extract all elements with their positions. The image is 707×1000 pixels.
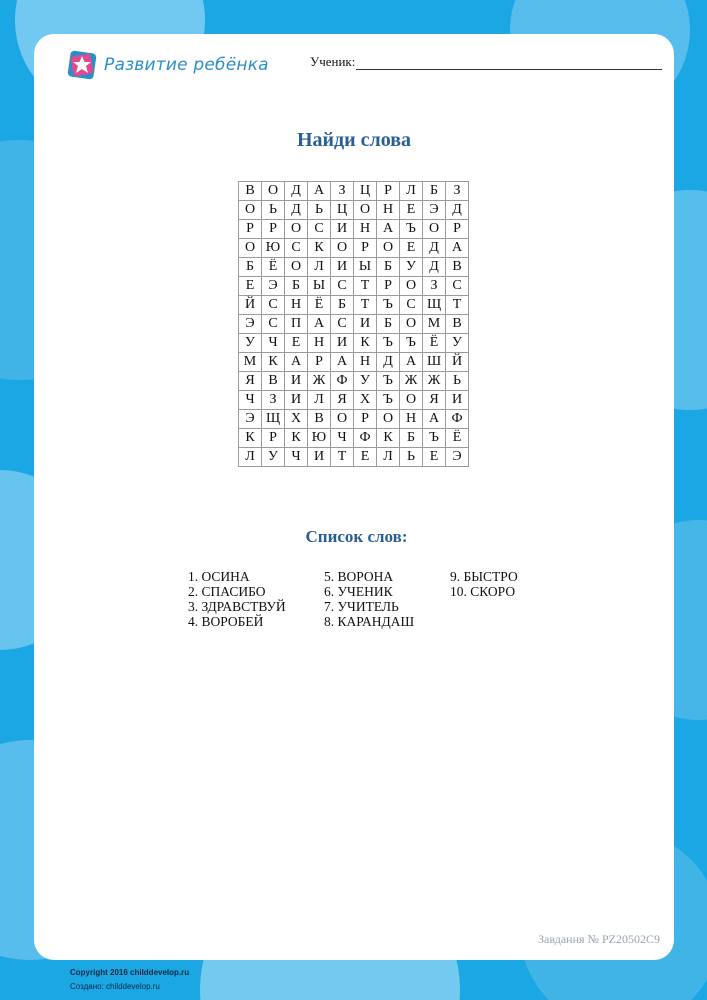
grid-cell[interactable]: О [377,410,400,429]
grid-cell[interactable]: Е [423,448,446,467]
grid-cell[interactable]: А [331,353,354,372]
grid-cell[interactable]: Е [285,334,308,353]
worksheet [34,34,674,960]
grid-cell[interactable]: Р [377,182,400,201]
grid-cell[interactable]: Н [377,201,400,220]
grid-cell[interactable]: Р [377,277,400,296]
grid-cell[interactable]: Ю [308,429,331,448]
grid-cell[interactable]: Т [354,277,377,296]
word-item: 8. КАРАНДАШ [324,614,415,629]
grid-row [239,429,469,448]
grid-cell[interactable]: У [354,372,377,391]
grid-cell[interactable]: Н [308,334,331,353]
grid-cell[interactable]: Ф [354,429,377,448]
grid-cell[interactable]: Ы [354,258,377,277]
grid-cell[interactable]: Ъ [377,372,400,391]
grid-cell[interactable]: У [262,448,285,467]
grid-cell[interactable]: Ж [308,372,331,391]
grid-cell[interactable]: П [285,315,308,334]
grid-cell[interactable]: Л [400,182,423,201]
created-by-text: Создано: childdevelop.ru [70,982,160,991]
grid-cell[interactable]: Л [239,448,262,467]
grid-cell[interactable]: Х [285,410,308,429]
word-list-column-3 [450,569,518,599]
grid-row [239,448,469,467]
grid-row [239,315,469,334]
grid-row [239,353,469,372]
grid-cell[interactable]: Я [239,372,262,391]
grid-cell[interactable]: Б [377,258,400,277]
grid-cell[interactable]: М [423,315,446,334]
grid-cell[interactable]: О [285,258,308,277]
grid-row [239,182,469,201]
grid-cell[interactable]: С [308,220,331,239]
task-code: Завдання № PZ20502C9 [538,932,660,946]
grid-cell[interactable]: Й [446,353,469,372]
grid-cell[interactable]: У [446,334,469,353]
grid-cell[interactable]: Ф [446,410,469,429]
grid-cell[interactable]: Ч [331,429,354,448]
grid-cell[interactable]: Т [354,296,377,315]
grid-cell[interactable]: Ъ [377,334,400,353]
grid-cell[interactable]: Е [400,239,423,258]
word-list-column-1 [188,569,286,629]
grid-cell[interactable]: Ж [400,372,423,391]
grid-cell[interactable]: С [262,315,285,334]
grid-cell[interactable]: О [331,239,354,258]
grid-row [239,296,469,315]
grid-cell[interactable]: Э [239,410,262,429]
grid-cell[interactable]: Д [446,201,469,220]
grid-cell[interactable]: О [331,410,354,429]
grid-cell[interactable]: А [308,182,331,201]
word-item: 2. СПАСИБО [188,584,266,599]
word-list-title: Список слов: [305,527,408,546]
word-item: 3. ЗДРАВСТВУЙ [188,599,286,614]
grid-cell[interactable]: Э [262,277,285,296]
grid-cell[interactable]: С [331,315,354,334]
grid-cell[interactable]: В [446,315,469,334]
grid-cell[interactable]: Я [423,391,446,410]
grid-cell[interactable]: Я [331,391,354,410]
grid-cell[interactable]: Р [354,410,377,429]
grid-cell[interactable]: К [285,429,308,448]
grid-cell[interactable]: К [354,334,377,353]
grid-cell[interactable]: К [308,239,331,258]
grid-cell[interactable]: С [331,277,354,296]
grid-cell[interactable]: Н [354,353,377,372]
grid-cell[interactable]: Р [262,220,285,239]
page-title: Найди слова [296,129,412,151]
grid-cell[interactable]: Р [308,353,331,372]
grid-cell[interactable]: О [423,220,446,239]
footer [70,966,189,994]
grid-cell[interactable]: А [308,315,331,334]
student-label: Ученик: [310,54,356,69]
grid-cell[interactable]: Ъ [423,429,446,448]
student-field [310,54,662,70]
grid-cell[interactable]: Ь [262,201,285,220]
grid-cell[interactable]: Л [308,258,331,277]
grid-cell[interactable]: Щ [423,296,446,315]
grid-cell[interactable]: Ъ [377,391,400,410]
grid-cell[interactable]: Н [285,296,308,315]
grid-cell[interactable]: Р [354,239,377,258]
grid-row [239,239,469,258]
grid-cell[interactable]: О [262,182,285,201]
grid-cell[interactable]: Й [239,296,262,315]
grid-cell[interactable]: Ь [446,372,469,391]
grid-cell[interactable]: Н [400,410,423,429]
word-item: 4. ВОРОБЕЙ [188,614,264,629]
grid-cell[interactable]: З [446,182,469,201]
grid-cell[interactable]: Э [423,201,446,220]
grid-cell[interactable]: Э [446,448,469,467]
grid-cell[interactable]: О [377,239,400,258]
brand-logo [66,50,269,80]
grid-cell[interactable]: З [423,277,446,296]
grid-cell[interactable]: Е [354,448,377,467]
grid-cell[interactable]: Ё [446,429,469,448]
copyright-text: Copyright 2016 childdevelop.ru [70,968,190,977]
grid-row [239,391,469,410]
grid-cell[interactable]: Х [354,391,377,410]
grid-cell[interactable]: О [285,220,308,239]
grid-cell[interactable]: С [446,277,469,296]
grid-cell[interactable]: Ц [331,201,354,220]
grid-cell[interactable]: Л [308,391,331,410]
grid-cell[interactable]: У [400,258,423,277]
grid-row [239,220,469,239]
grid-cell[interactable]: К [239,429,262,448]
grid-cell[interactable]: А [400,353,423,372]
grid-cell[interactable]: И [331,258,354,277]
grid-cell[interactable]: К [377,429,400,448]
grid-cell[interactable]: И [331,334,354,353]
word-search-grid [238,181,469,467]
grid-cell[interactable]: И [308,448,331,467]
word-item: 9. БЫСТРО [450,569,518,584]
word-item: 1. ОСИНА [188,569,250,584]
grid-cell[interactable]: Б [285,277,308,296]
grid-cell[interactable]: З [262,391,285,410]
grid-cell[interactable]: А [377,220,400,239]
grid-cell[interactable]: Д [377,353,400,372]
grid-cell[interactable]: Е [239,277,262,296]
grid-cell[interactable]: Ь [400,448,423,467]
grid-cell[interactable]: В [446,258,469,277]
grid-row [239,410,469,429]
grid-cell[interactable]: У [239,334,262,353]
grid-cell[interactable]: Ч [285,448,308,467]
grid-row [239,258,469,277]
grid-row [239,201,469,220]
grid-cell[interactable]: В [262,372,285,391]
grid-cell[interactable]: Л [377,448,400,467]
grid-cell[interactable]: Ъ [377,296,400,315]
grid-cell[interactable]: Т [331,448,354,467]
grid-cell[interactable]: Ё [423,334,446,353]
grid-cell[interactable]: С [262,296,285,315]
grid-cell[interactable]: И [285,391,308,410]
grid-cell[interactable]: Р [446,220,469,239]
grid-cell[interactable]: Ё [308,296,331,315]
grid-cell[interactable]: М [239,353,262,372]
grid-cell[interactable]: К [262,353,285,372]
grid-cell[interactable]: Р [239,220,262,239]
grid-cell[interactable]: Ф [331,372,354,391]
grid-cell[interactable]: И [354,315,377,334]
grid-cell[interactable]: Ч [262,334,285,353]
logo-text: Развитие ребёнка [104,55,269,75]
grid-cell[interactable]: В [308,410,331,429]
grid-cell[interactable]: Б [331,296,354,315]
word-list-column-2 [324,569,414,629]
grid-cell[interactable]: О [239,201,262,220]
grid-cell[interactable]: Ц [354,182,377,201]
grid-cell[interactable]: И [285,372,308,391]
grid-cell[interactable]: О [239,239,262,258]
grid-cell[interactable]: Ю [262,239,285,258]
word-item: 6. УЧЕНИК [324,584,393,599]
grid-cell[interactable]: Ь [308,201,331,220]
grid-cell[interactable]: О [354,201,377,220]
grid-cell[interactable]: Р [262,429,285,448]
grid-cell[interactable]: Щ [262,410,285,429]
grid-cell[interactable]: А [446,239,469,258]
grid-cell[interactable]: С [285,239,308,258]
grid-cell[interactable]: Д [285,182,308,201]
grid-cell[interactable]: Ы [308,277,331,296]
grid-cell[interactable]: Б [239,258,262,277]
grid-cell[interactable]: Ш [423,353,446,372]
grid-cell[interactable]: Э [239,315,262,334]
grid-cell[interactable]: Б [400,429,423,448]
word-item: 10. СКОРО [450,584,516,599]
grid-cell[interactable]: Т [446,296,469,315]
grid-cell[interactable]: Б [423,182,446,201]
grid-cell[interactable]: О [400,391,423,410]
grid-cell[interactable]: З [331,182,354,201]
grid-cell[interactable]: Ъ [400,220,423,239]
grid-cell[interactable]: Б [377,315,400,334]
grid-cell[interactable]: Ж [423,372,446,391]
grid-cell[interactable]: Ё [262,258,285,277]
grid-cell[interactable]: Ъ [400,334,423,353]
grid-row [239,277,469,296]
word-item: 7. УЧИТЕЛЬ [324,599,399,614]
student-name-line[interactable] [356,55,662,70]
grid-cell[interactable]: Н [354,220,377,239]
star-kid-icon [66,49,98,81]
grid-cell[interactable]: Д [423,258,446,277]
word-item: 5. ВОРОНА [324,569,394,584]
grid-row [239,372,469,391]
grid-cell[interactable]: Д [423,239,446,258]
grid-cell[interactable]: И [331,220,354,239]
grid-cell[interactable]: Ч [239,391,262,410]
grid-cell[interactable]: А [285,353,308,372]
grid-cell[interactable]: Е [400,201,423,220]
grid-row [239,334,469,353]
grid-cell[interactable]: О [400,315,423,334]
grid-cell[interactable]: И [446,391,469,410]
grid-cell[interactable]: В [239,182,262,201]
grid-cell[interactable]: Д [285,201,308,220]
grid-cell[interactable]: О [400,277,423,296]
grid-cell[interactable]: С [400,296,423,315]
grid-cell[interactable]: А [423,410,446,429]
